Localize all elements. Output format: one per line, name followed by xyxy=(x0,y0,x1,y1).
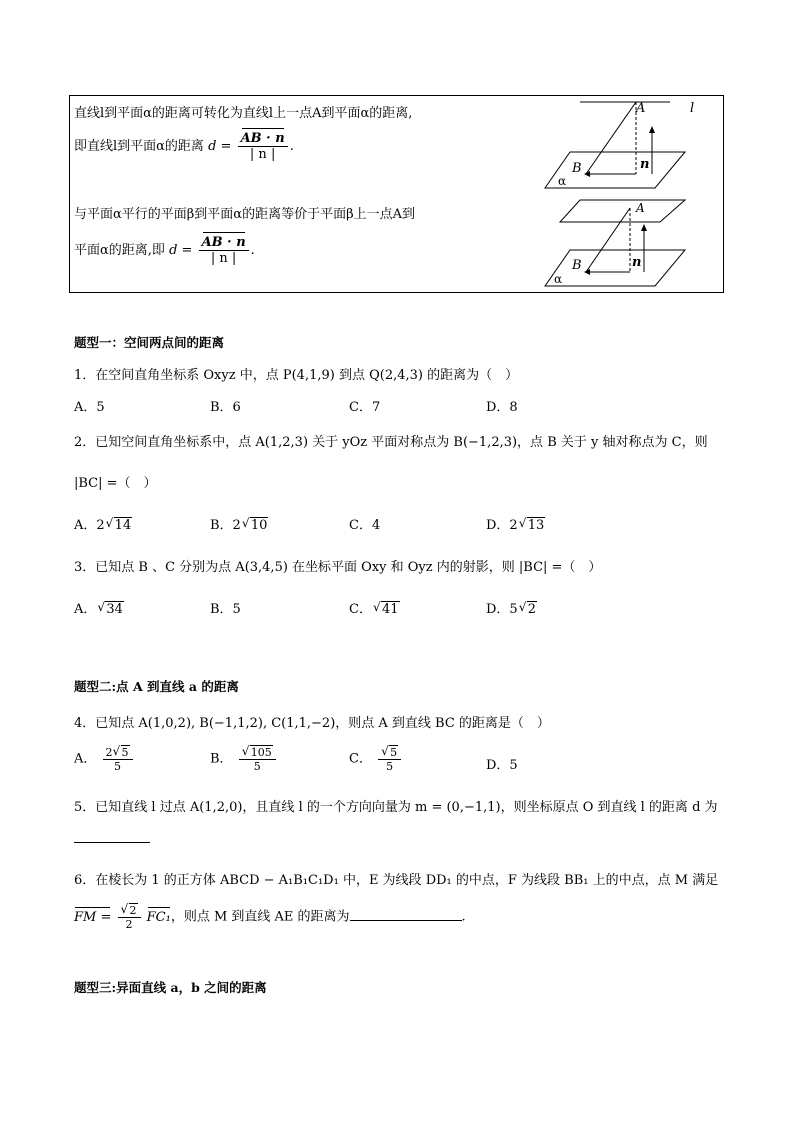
label-l: l xyxy=(690,101,695,116)
coefficient-sqrt2-over-2: √ $\frac{2}{2}$ xyxy=(118,903,141,931)
q1-option-a: A．5 xyxy=(74,400,105,415)
label-alpha-top: α xyxy=(558,174,567,188)
formula-numerator-2: AB · n xyxy=(199,235,249,251)
q4-option-c: C． √ $\frac{5}{5}$ xyxy=(349,745,403,773)
label-B-bottom: B xyxy=(572,258,582,273)
q4-option-b: B． √ $\frac{105}{5}$ xyxy=(210,745,278,773)
q1-option-b: B．6 xyxy=(210,400,241,415)
q2-option-d: D．2√ 13 xyxy=(486,514,545,533)
q2-option-a: A．2√ 14 xyxy=(74,514,132,533)
formula-denominator-2: | n | xyxy=(210,251,237,266)
box-line-3: 与平面α平行的平面β到平面α的距离等价于平面β上一点A到 xyxy=(74,207,415,222)
q5-answer-blank[interactable] xyxy=(74,842,150,843)
q3-option-d: D．5√ 2 xyxy=(486,598,537,617)
question-5: 5．已知直线 l 过点 A(1,2,0)，且直线 l 的一个方向向量为 m = (0,−1,1)，则坐标原点 O 到直线 l 的距离 d 为 xyxy=(74,800,718,815)
q6-text: ，则点 M 到直线 AE 的距离为 xyxy=(170,909,350,925)
formula-numerator: AB · n xyxy=(238,131,288,147)
q2-option-b: B．2√ 10 xyxy=(210,514,268,533)
q3-option-b: B．5 xyxy=(210,602,241,617)
plane-alpha-bottom xyxy=(545,250,685,286)
box-line-4-text: 平面α的距离,即 xyxy=(74,243,165,258)
q3-option-c: C．√ 41 xyxy=(349,598,400,617)
label-n-top: n xyxy=(640,157,650,172)
segment-AB xyxy=(586,102,636,174)
type2-title: 题型二:点 A 到直线 a 的距离 xyxy=(74,679,239,694)
vector-FM: FM = xyxy=(74,909,112,925)
q1-option-c: C．7 xyxy=(349,400,381,415)
formula-box xyxy=(69,95,724,293)
normal-arrow-head-2 xyxy=(641,224,647,231)
formula-denominator: | n | xyxy=(249,147,276,162)
q4-option-d: D．5 xyxy=(486,758,518,773)
box-line-2-text: 即直线l到平面α的距离 xyxy=(74,139,204,154)
formula-var: d = xyxy=(208,139,232,154)
normal-arrow-head xyxy=(649,126,655,133)
label-B-top: B xyxy=(572,161,582,176)
formula-var-2: d = xyxy=(169,243,193,258)
q3-option-a: A．√ 34 xyxy=(74,598,124,617)
label-n-bottom: n xyxy=(632,255,642,270)
segment-AB-2 xyxy=(586,208,630,272)
label-A-top: A xyxy=(636,101,646,116)
distance-formula-1 xyxy=(238,131,288,162)
vector-FC1: FC₁ xyxy=(146,909,171,925)
q1-option-d: D．8 xyxy=(486,400,518,415)
question-1: 1．在空间直角坐标系 Oxyz 中，点 P(4,1,9) 到点 Q(2,4,3) 的距离为（ ） xyxy=(74,368,519,383)
label-A-bottom: A xyxy=(636,201,645,215)
question-4: 4．已知点 A(1,0,2), B(−1,1,2), C(1,1,−2)，则点 A 到直线 BC 的距离是（ ） xyxy=(74,716,550,731)
box-line-1: 直线l到平面α的距离可转化为直线l上一点A到平面α的距离, xyxy=(74,106,413,121)
distance-formula-2 xyxy=(199,235,249,266)
label-alpha-bottom: α xyxy=(554,272,563,286)
question-6-line-2: FM = √ $\frac{2}{2}$ FC₁，则点 M 到直线 AE 的距离为 . xyxy=(74,903,466,931)
type3-title: 题型三:异面直线 a，b 之间的距离 xyxy=(74,980,267,995)
box-line-4: 平面α的距离,即 d = $\frac{AB \cdot n}{| n |}$ . xyxy=(74,235,255,266)
question-6-line-1: 6．在棱长为 1 的正方体 ABCD − A₁B₁C₁D₁ 中，E 为线段 DD₁ 的中点，F 为线段 BB₁ 上的中点，点 M 满足 xyxy=(74,873,719,888)
q4-option-a: A． $\frac{2√ 5}{5}$ xyxy=(74,745,135,773)
type1-title: 题型一：空间两点间的距离 xyxy=(74,335,225,350)
box-line-2: 即直线l到平面α的距离 d = $\frac{AB \cdot n}{| n |}$ . xyxy=(74,131,294,162)
question-2-line-2: |BC| =（ ） xyxy=(74,476,157,491)
question-2-line-1: 2．已知空间直角坐标系中，点 A(1,2,3) 关于 yOz 平面对称点为 B(−1,2,3)，点 B 关于 y 轴对称点为 C，则 xyxy=(74,435,708,450)
geometry-figure xyxy=(540,96,725,294)
q2-option-c: C．4 xyxy=(349,518,381,533)
q6-answer-blank[interactable] xyxy=(350,920,462,921)
question-3: 3．已知点 B 、C 分别为点 A(3,4,5) 在坐标平面 Oxy 和 Oyz 内的射影，则 |BC| =（ ） xyxy=(74,560,602,575)
